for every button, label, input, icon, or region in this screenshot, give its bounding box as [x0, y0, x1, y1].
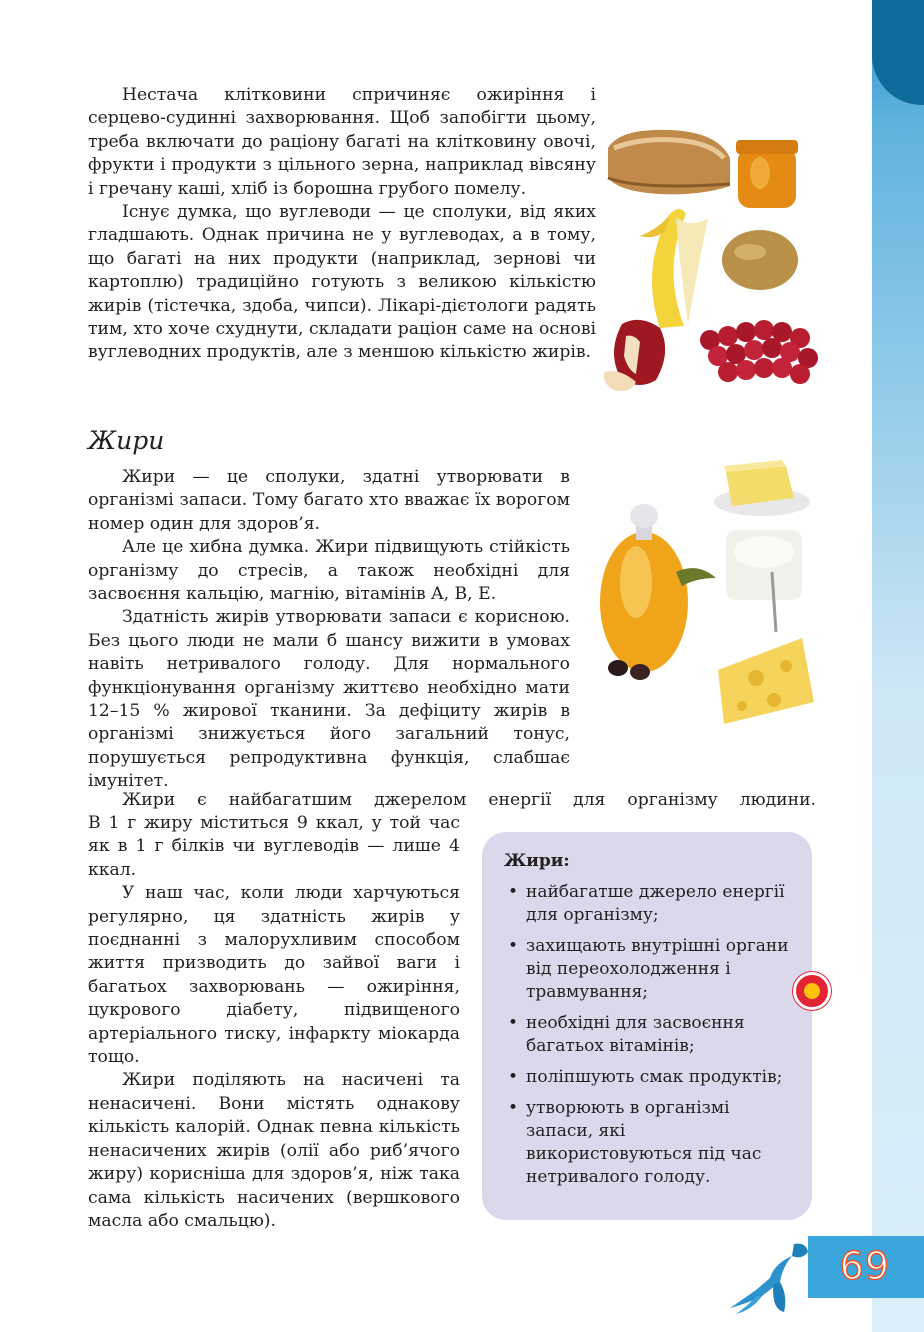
honey-icon [736, 140, 798, 208]
page-number: 69 [839, 1244, 890, 1288]
paragraph: Нестача клітковини спричиняє ожиріння і серцево-судинні захворювання. Щоб запобігти цьому, треба включати до раціону багаті на клітковину овочі, фрукти і продукти з цільного зерна, наприклад вівсяну і гречану каші, хліб із борошна грубого помелу. [88, 85, 596, 199]
circle-marker-icon [793, 972, 831, 1010]
side-band [872, 0, 924, 1332]
summary-item: • поліпшують смак продуктів; [504, 1066, 790, 1089]
fats-text-block [88, 466, 570, 794]
summary-item: • утворюють в організмі запаси, які використовуються під час нетривалого голоду. [504, 1097, 790, 1189]
fatty-foods-image [596, 452, 818, 732]
paragraph: Здатність жирів утворювати запаси є корисною. Без цього люди не мали б шансу вижити в умовах навіть нетривалого голоду. Для нормального функціонування організму життєво необхідно мати 12–15 % жирової тканини. За дефіциту жирів в організмі знижується його загальний тонус, порушується репродуктивна функція, слабшає імунітет. [88, 607, 570, 792]
summary-box-title: Жири: [504, 851, 570, 871]
apple-icon [604, 320, 665, 391]
paragraph: Жири — це сполуки, здатні утворювати в організмі запаси. Тому багато хто вважає їх ворогом номер один для здоров’я. [88, 467, 570, 534]
banana-icon [640, 209, 708, 328]
summary-item: • захищають внутрішні органи від переохолодження і травмування; [504, 935, 790, 1004]
butter-icon [714, 460, 810, 516]
summary-item: • найбагатше джерело енергії для організму; [504, 881, 790, 927]
paragraph: В 1 г жиру міститься 9 ккал, у той час як в 1 г білків чи вуглеводів — лише 4 ккал. [88, 813, 460, 880]
summary-box [482, 832, 812, 1220]
summary-item: • необхідні для засвоєння багатьох вітамінів; [504, 1012, 790, 1058]
fats-text-block-narrow [88, 812, 460, 1233]
wide-paragraph-line: Жири є найбагатшим джерелом енергії для організму людини. [122, 790, 816, 810]
summary-list [504, 881, 790, 1189]
grapes-icon [700, 320, 818, 384]
section-heading: Жири [88, 426, 165, 455]
oil-bottle-icon [600, 504, 716, 672]
paragraph: У наш час, коли люди харчуються регулярно, ця здатність жирів у поєднанні з малорухливим способом життя призводить до зайвої ваги і багатьох захворювань — ожиріння, цукрового діабету, підвищеного артеріального тиску, інфаркту міокарда тощо. [88, 883, 460, 1068]
cheese-icon [718, 638, 814, 724]
potato-icon [722, 230, 798, 290]
carbs-text-block [88, 84, 596, 365]
page-number-tab [808, 1236, 924, 1298]
paragraph: Жири поділяють на насичені та ненасичені. Вони містять однакову кількість калорій. Однак певна кількість ненасичених жирів (олії або риб’ячого жиру) корисніша для здоров’я, ніж така сама кількість насичених (вершкового масла або смальцю). [88, 1070, 460, 1231]
runner-figure-icon [722, 1238, 812, 1318]
sour-cream-icon [726, 530, 802, 632]
bread-icon [608, 130, 730, 195]
paragraph: Але це хибна думка. Жири підвищують стійкість організму до стресів, а також необхідні для засвоєння кальцію, магнію, вітамінів A, B, E. [88, 537, 570, 605]
paragraph: Існує думка, що вуглеводи — це сполуки, від яких гладшають. Однак причина не у вуглеводах, а в тому, що багаті на них продукти (наприклад, зернові чи картоплю) традиційно готують з великою кількістю жирів (тістечка, здоба, чипси). Лікарі-дієтологи радять тим, хто хоче схуднути, складати раціон саме на основі вуглеводних продуктів, але з меншою кількістю жирів. [88, 202, 596, 363]
carbohydrate-foods-image [600, 118, 825, 398]
